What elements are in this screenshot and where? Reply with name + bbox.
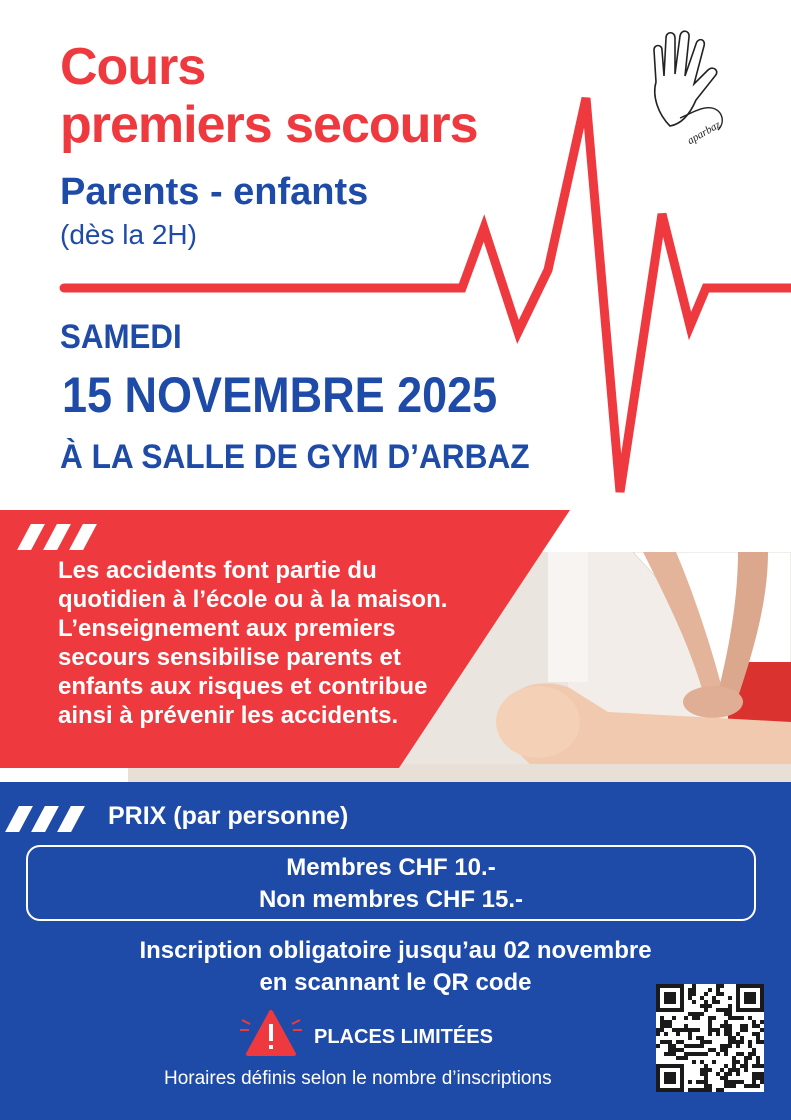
price-stripes (0, 806, 100, 832)
price-members: Membres CHF 10.- (286, 854, 496, 881)
registration-line-2: en scannant le QR code (259, 969, 532, 996)
description-line: Les accidents font partie du (58, 557, 377, 584)
hand-icon (640, 26, 740, 144)
event-venue: À LA SALLE DE GYM D’ARBAZ (60, 438, 530, 476)
price-non-members: Non membres CHF 15.- (258, 886, 524, 913)
event-day: SAMEDI (60, 318, 182, 356)
aparbaz-logo (640, 26, 740, 144)
description-line: enfants aux risques et contribue (58, 673, 428, 700)
warning-icon (238, 1008, 304, 1058)
places-limitees: PLACES LIMITÉES (314, 1026, 493, 1048)
description-line: ainsi à prévenir les accidents. (58, 702, 399, 729)
description-line: secours sensibilise parents et (58, 644, 401, 671)
qr-code[interactable] (656, 984, 764, 1092)
age-note: (dès la 2H) (60, 219, 197, 250)
title-line-2: premiers secours (60, 96, 478, 154)
description-line: L’enseignement aux premiers (58, 615, 396, 642)
event-date: 15 NOVEMBRE 2025 (62, 367, 498, 423)
description-line: quotidien à l’école ou à la maison. (58, 586, 448, 613)
description (58, 556, 538, 730)
registration-line-1: Inscription obligatoire jusqu’au 02 novembre (139, 937, 652, 964)
logo-text: aparbaz (685, 118, 723, 144)
subtitle: Parents - enfants (60, 171, 369, 213)
title-line-1: Cours (60, 38, 206, 96)
banner-stripes (14, 524, 114, 550)
schedule-note: Horaires définis selon le nombre d’inscriptions (164, 1068, 552, 1089)
price-box (26, 845, 756, 921)
price-heading: PRIX (par personne) (108, 802, 349, 830)
